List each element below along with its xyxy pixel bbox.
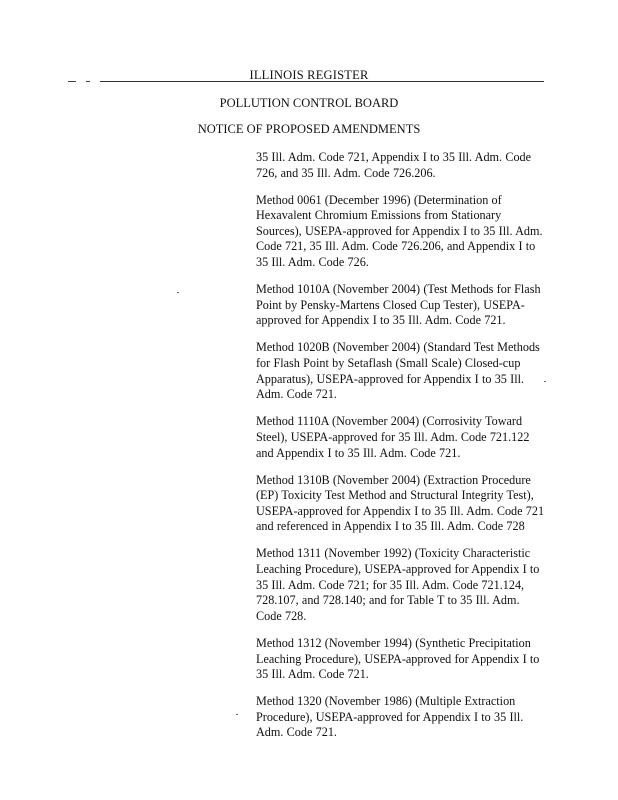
board-heading: POLLUTION CONTROL BOARD — [219, 96, 399, 110]
list-item: 35 Ill. Adm. Code 721, Appendix I to 35 Ill. Adm. Code 726, and 35 Ill. Adm. Code 726.206. — [256, 150, 532, 180]
list-item: Method 0061 (December 1996) (Determination of Hexavalent Chromium Emissions from Stationary Sources), USEPA-approved for Appendix I to 35 Ill. Adm. Code 721, 35 Ill. Adm. Code 726.206, and Appendix I to 35 Ill. Adm. Code 726. — [256, 192, 543, 270]
notice-heading: NOTICE OF PROPOSED AMENDMENTS — [197, 122, 421, 136]
list-item: Method 1312 (November 1994) (Synthetic Precipitation Leaching Procedure), USEPA-approved for Appendix I to 35 Ill. Adm. Code 721. — [256, 635, 540, 682]
list-item: Method 1310B (November 2004) (Extraction Procedure (EP) Toxicity Test Method and Structural Integrity Test), USEPA-approved for Appendix I to 35 Ill. Adm. Code 721 and referenced in Appendix I to 35 Ill. Adm. Code 728 — [256, 472, 545, 534]
list-item: Method 1311 (November 1992) (Toxicity Characteristic Leaching Procedure), USEPA-approved for Appendix I to 35 Ill. Adm. Code 721; for 35 Ill. Adm. Code 721.124, 728.107, and 728.140; and for Table T to 35 Ill. Adm. Code 728. — [256, 546, 540, 623]
register-title: ILLINOIS REGISTER — [249, 68, 369, 82]
scan-speck — [177, 292, 179, 293]
header-rule — [100, 81, 544, 82]
list-item: Method 1010A (November 2004) (Test Methods for Flash Point by Pensky-Martens Closed Cup Tester), USEPA-approved for Appendix I to 35 Ill. Adm. Code 721. — [256, 282, 541, 328]
list-item: Method 1020B (November 2004) (Standard Test Methods for Flash Point by Setaflash (Small Scale) Closed-cup Apparatus), USEPA-approved for Appendix I to 35 Ill. Adm. Code 721. — [256, 340, 540, 402]
list-item: Method 1320 (November 1986) (Multiple Extraction Procedure), USEPA-approved for Appendix I to 35 Ill. Adm. Code 721. — [256, 694, 524, 740]
list-item: Method 1110A (November 2004) (Corrosivity Toward Steel), USEPA-approved for 35 Ill. Adm. Code 721.122 and Appendix I to 35 Ill. Adm. Code 721. — [256, 414, 530, 460]
method-list — [256, 150, 548, 753]
scan-speck — [544, 381, 546, 382]
scan-speck — [236, 714, 238, 715]
